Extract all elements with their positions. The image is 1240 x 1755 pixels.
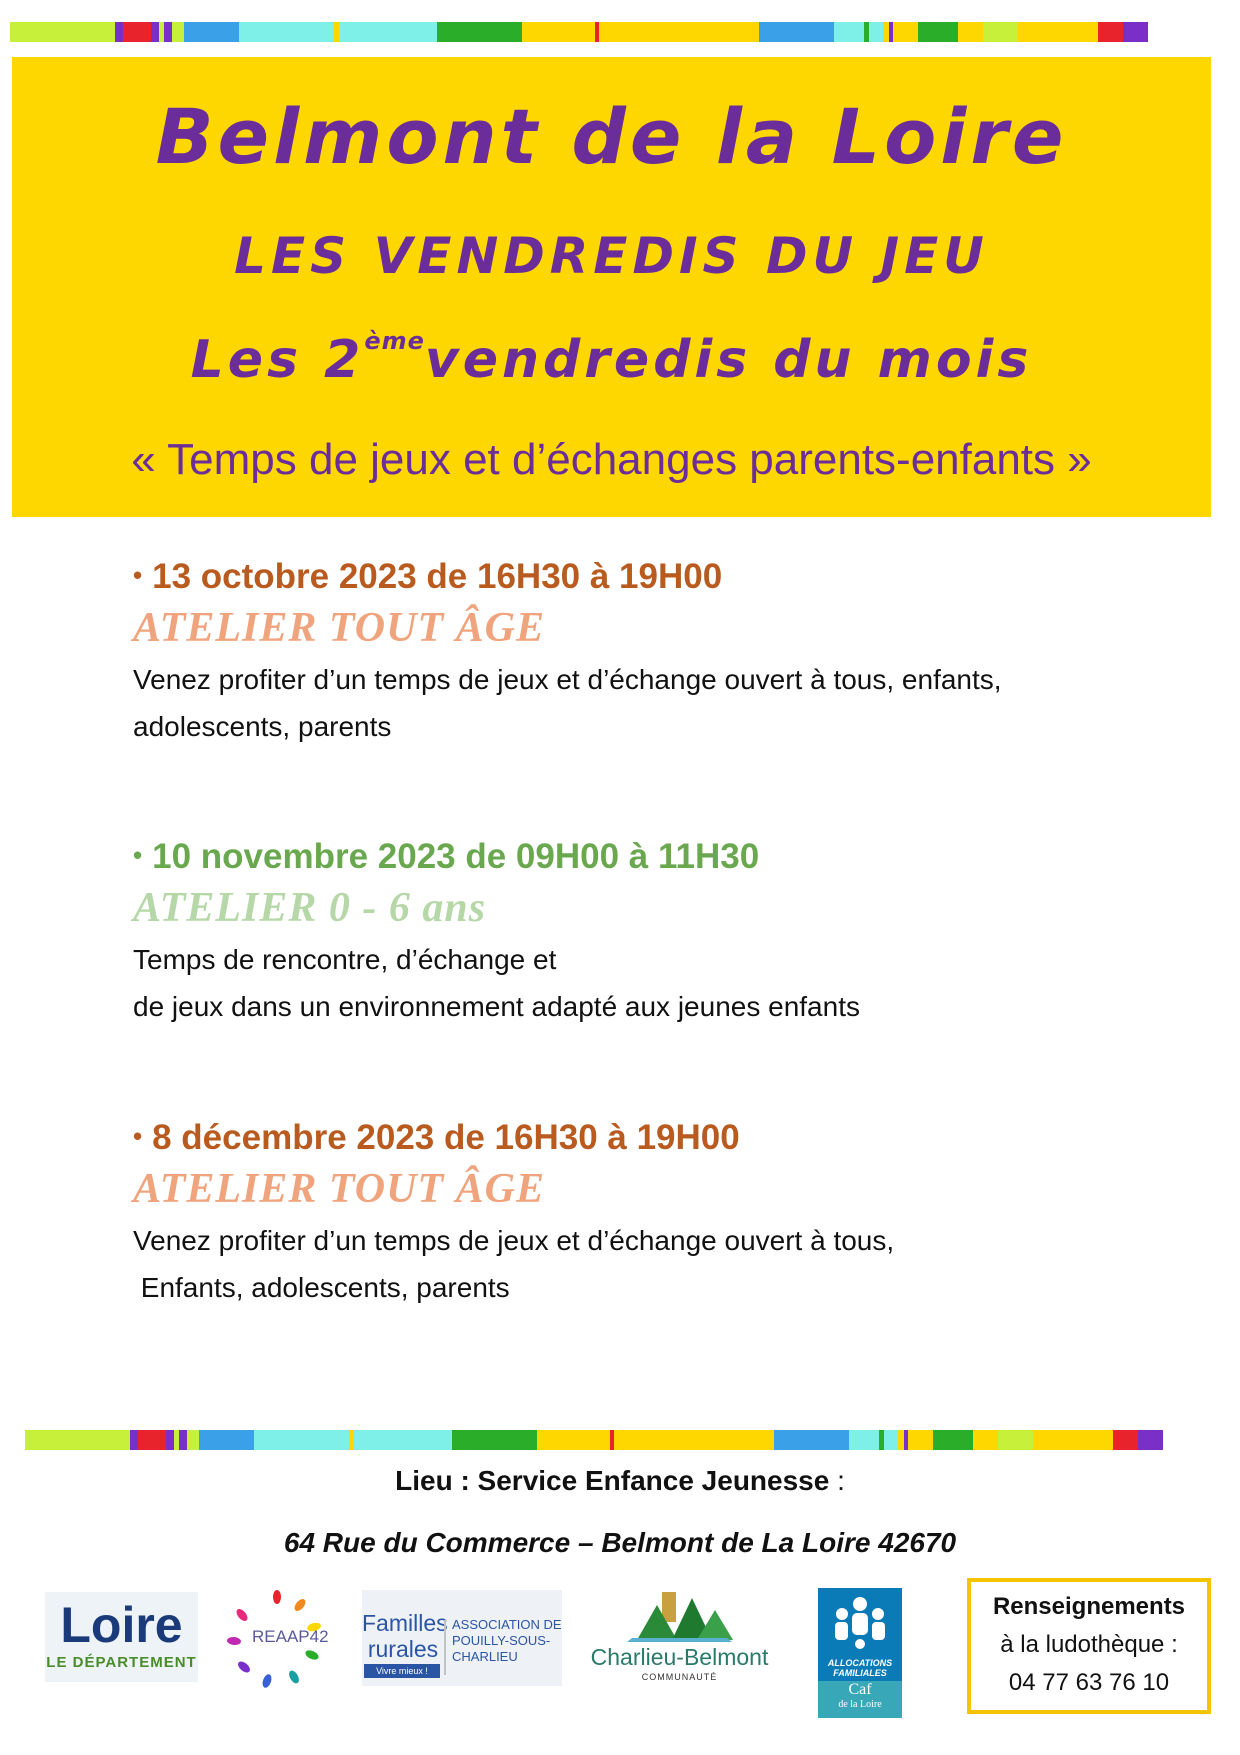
stripe-segment [834, 22, 864, 42]
event-description-line: Venez profiter d’un temps de jeux et d’échange ouvert à tous, [133, 1225, 895, 1256]
stripe-segment [522, 22, 595, 42]
stripe-segment [869, 22, 883, 42]
stripe-segment [933, 1430, 973, 1450]
stripe-segment [151, 22, 159, 42]
schedule-prefix: Les 2 [190, 330, 365, 390]
schedule-suffix: vendredis du mois [424, 330, 1033, 390]
caf-logo [818, 1588, 902, 1718]
stripe-segment [130, 1430, 138, 1450]
venue-address: 64 Rue du Commerce – Belmont de La Loire 42670 [283, 1527, 957, 1558]
event-october [133, 550, 1133, 750]
top-color-stripe [10, 22, 1210, 42]
event-description-line: Venez profiter d’un temps de jeux et d’échange ouvert à tous, enfants, [133, 664, 1002, 695]
stripe-segment [599, 22, 759, 42]
stripe-segment [25, 1430, 130, 1450]
stripe-segment [1113, 1430, 1138, 1450]
stripe-segment [1123, 22, 1148, 42]
venue-label [0, 1465, 1240, 1497]
event-description-line: Temps de rencontre, d’échange et [133, 944, 557, 975]
reaap-logo [222, 1585, 332, 1695]
event-date-text: 13 octobre 2023 de 16H30 à 19H00 [152, 557, 723, 596]
event-description-line: de jeux dans un environnement adapté aux jeunes enfants [133, 991, 860, 1022]
event-description [133, 656, 1133, 750]
stripe-segment [164, 22, 172, 42]
bullet-icon: • [133, 560, 143, 590]
event-title: ATELIER TOUT ÂGE [133, 1166, 545, 1212]
stripe-segment [339, 22, 437, 42]
stripe-segment [166, 1430, 174, 1450]
event-december [133, 1111, 1133, 1311]
stripe-segment [187, 1430, 199, 1450]
stripe-segment [1033, 1430, 1113, 1450]
loire-departement-logo [45, 1592, 198, 1682]
stripe-segment [1138, 1430, 1163, 1450]
header-banner [12, 57, 1211, 517]
caf-logo-bottom [818, 1681, 902, 1718]
stripe-segment [774, 1430, 849, 1450]
tagline: « Temps de jeux et d’échanges parents-enfants » [131, 435, 1092, 484]
stripe-segment [759, 22, 834, 42]
stripe-segment [998, 1430, 1033, 1450]
stripe-segment [354, 1430, 452, 1450]
stripe-segment [908, 1430, 933, 1450]
trees-icon [577, 1590, 782, 1645]
association-text: ASSOCIATION DE POUILLY-SOUS-CHARLIEU [452, 1617, 562, 1664]
stripe-segment [199, 1430, 254, 1450]
event-date [133, 830, 1133, 880]
event-title: ATELIER 0 - 6 ans [133, 885, 487, 931]
venue-label-text: Lieu : Service Enfance Jeunesse [395, 1465, 830, 1496]
schedule-line [12, 327, 1211, 390]
stripe-segment [179, 1430, 187, 1450]
event-date-text: 8 décembre 2023 de 16H30 à 19H00 [152, 1118, 740, 1157]
caf-logo-subtext: de la Loire [838, 1699, 882, 1710]
event-description [133, 936, 1133, 1030]
event-description-line: Enfants, adolescents, parents [133, 1272, 510, 1303]
event-november [133, 830, 1133, 1030]
charlieu-logo-text: Charlieu-Belmont [590, 1644, 769, 1670]
familles-rurales-logo [362, 1590, 562, 1686]
event-date [133, 550, 1133, 600]
stripe-segment [254, 1430, 349, 1450]
info-heading: Renseignements [992, 1593, 1186, 1620]
stripe-segment [1098, 22, 1123, 42]
stripe-segment [437, 22, 522, 42]
charlieu-logo-subtext: COMMUNAUTÉ [641, 1672, 718, 1682]
family-icon [818, 1588, 902, 1656]
caf-logo-name: Caf [848, 1681, 872, 1698]
venue-colon: : [829, 1465, 845, 1496]
stripe-segment [115, 22, 123, 42]
stripe-segment [893, 22, 918, 42]
reaap-logo-text: REAAP42 [252, 1627, 329, 1646]
stripe-segment [239, 22, 334, 42]
bottom-color-stripe [25, 1430, 1225, 1450]
stripe-segment [452, 1430, 537, 1450]
info-box [967, 1578, 1211, 1714]
stripe-segment [973, 1430, 998, 1450]
slogan-text: Vivre mieux ! [364, 1664, 440, 1678]
stripe-segment [958, 22, 983, 42]
caf-logo-top-text: ALLOCATIONS FAMILIALES [827, 1658, 893, 1678]
event-description-line: adolescents, parents [133, 711, 392, 742]
charlieu-belmont-logo [577, 1590, 782, 1690]
stripe-segment [884, 1430, 898, 1450]
bullet-icon: • [133, 840, 143, 870]
event-date-text: 10 novembre 2023 de 09H00 à 11H30 [152, 837, 760, 876]
stripe-segment [10, 22, 115, 42]
event-title: ATELIER TOUT ÂGE [133, 605, 545, 651]
page-title: Belmont de la Loire [155, 92, 1068, 181]
loire-logo-text: Loire [60, 1597, 183, 1653]
event-description [133, 1217, 1133, 1311]
stripe-segment [537, 1430, 610, 1450]
loire-logo-subtext: LE DÉPARTEMENT [46, 1654, 197, 1671]
info-phone[interactable]: 04 77 63 76 10 [1008, 1669, 1170, 1696]
stripe-segment [983, 22, 1018, 42]
stripe-segment [918, 22, 958, 42]
stripe-segment [184, 22, 239, 42]
event-date [133, 1111, 1133, 1161]
stripe-segment [614, 1430, 774, 1450]
stripe-segment [123, 22, 151, 42]
logo-divider [444, 1620, 446, 1675]
stripe-segment [849, 1430, 879, 1450]
stripe-segment [172, 22, 184, 42]
stripe-segment [138, 1430, 166, 1450]
bullet-icon: • [133, 1121, 143, 1151]
page-subtitle: LES VENDREDIS DU JEU [234, 227, 989, 285]
stripe-segment [1018, 22, 1098, 42]
info-location: à la ludothèque : [1000, 1631, 1178, 1658]
schedule-superscript: ème [364, 327, 425, 355]
familles-rurales-text: Familles rurales [362, 1610, 448, 1662]
